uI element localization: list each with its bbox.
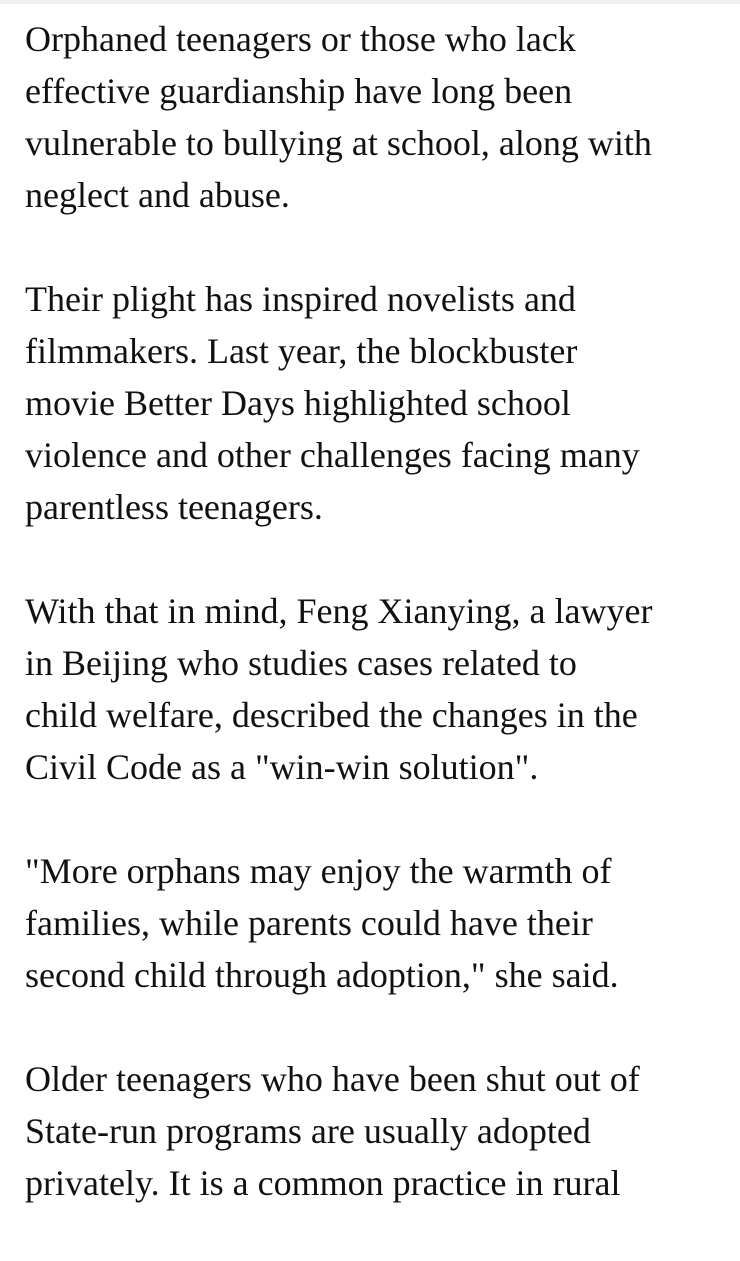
paragraph-line: parentless teenagers. [25,487,323,527]
paragraph-line: movie Better Days highlighted school [25,383,571,423]
paragraph-line: Older teenagers who have been shut out of [25,1059,640,1099]
paragraph-line: filmmakers. Last year, the blockbuster [25,331,578,371]
paragraph-line: Their plight has inspired novelists and [25,279,576,319]
paragraph-1 [25,13,730,221]
paragraph-2 [25,273,730,533]
paragraph-3 [25,585,730,793]
paragraph-line: State-run programs are usually adopted [25,1111,591,1151]
paragraph-line: "More orphans may enjoy the warmth of [25,851,612,891]
top-divider [0,0,740,4]
paragraph-line: vulnerable to bullying at school, along with [25,123,652,163]
paragraph-line: in Beijing who studies cases related to [25,643,577,683]
paragraph-line: child welfare, described the changes in the [25,695,638,735]
paragraph-line: families, while parents could have their [25,903,593,943]
paragraph-line: second child through adoption," she said. [25,955,619,995]
paragraph-line: privately. It is a common practice in rural [25,1163,621,1203]
paragraph-4 [25,845,730,1001]
paragraph-line: Orphaned teenagers or those who lack [25,19,576,59]
paragraph-line: neglect and abuse. [25,175,290,215]
article-body [25,13,730,1261]
paragraph-line: With that in mind, Feng Xianying, a lawyer [25,591,653,631]
paragraph-line: Civil Code as a "win-win solution". [25,747,539,787]
paragraph-line: violence and other challenges facing many [25,435,640,475]
paragraph-line: effective guardianship have long been [25,71,573,111]
paragraph-5 [25,1053,730,1209]
